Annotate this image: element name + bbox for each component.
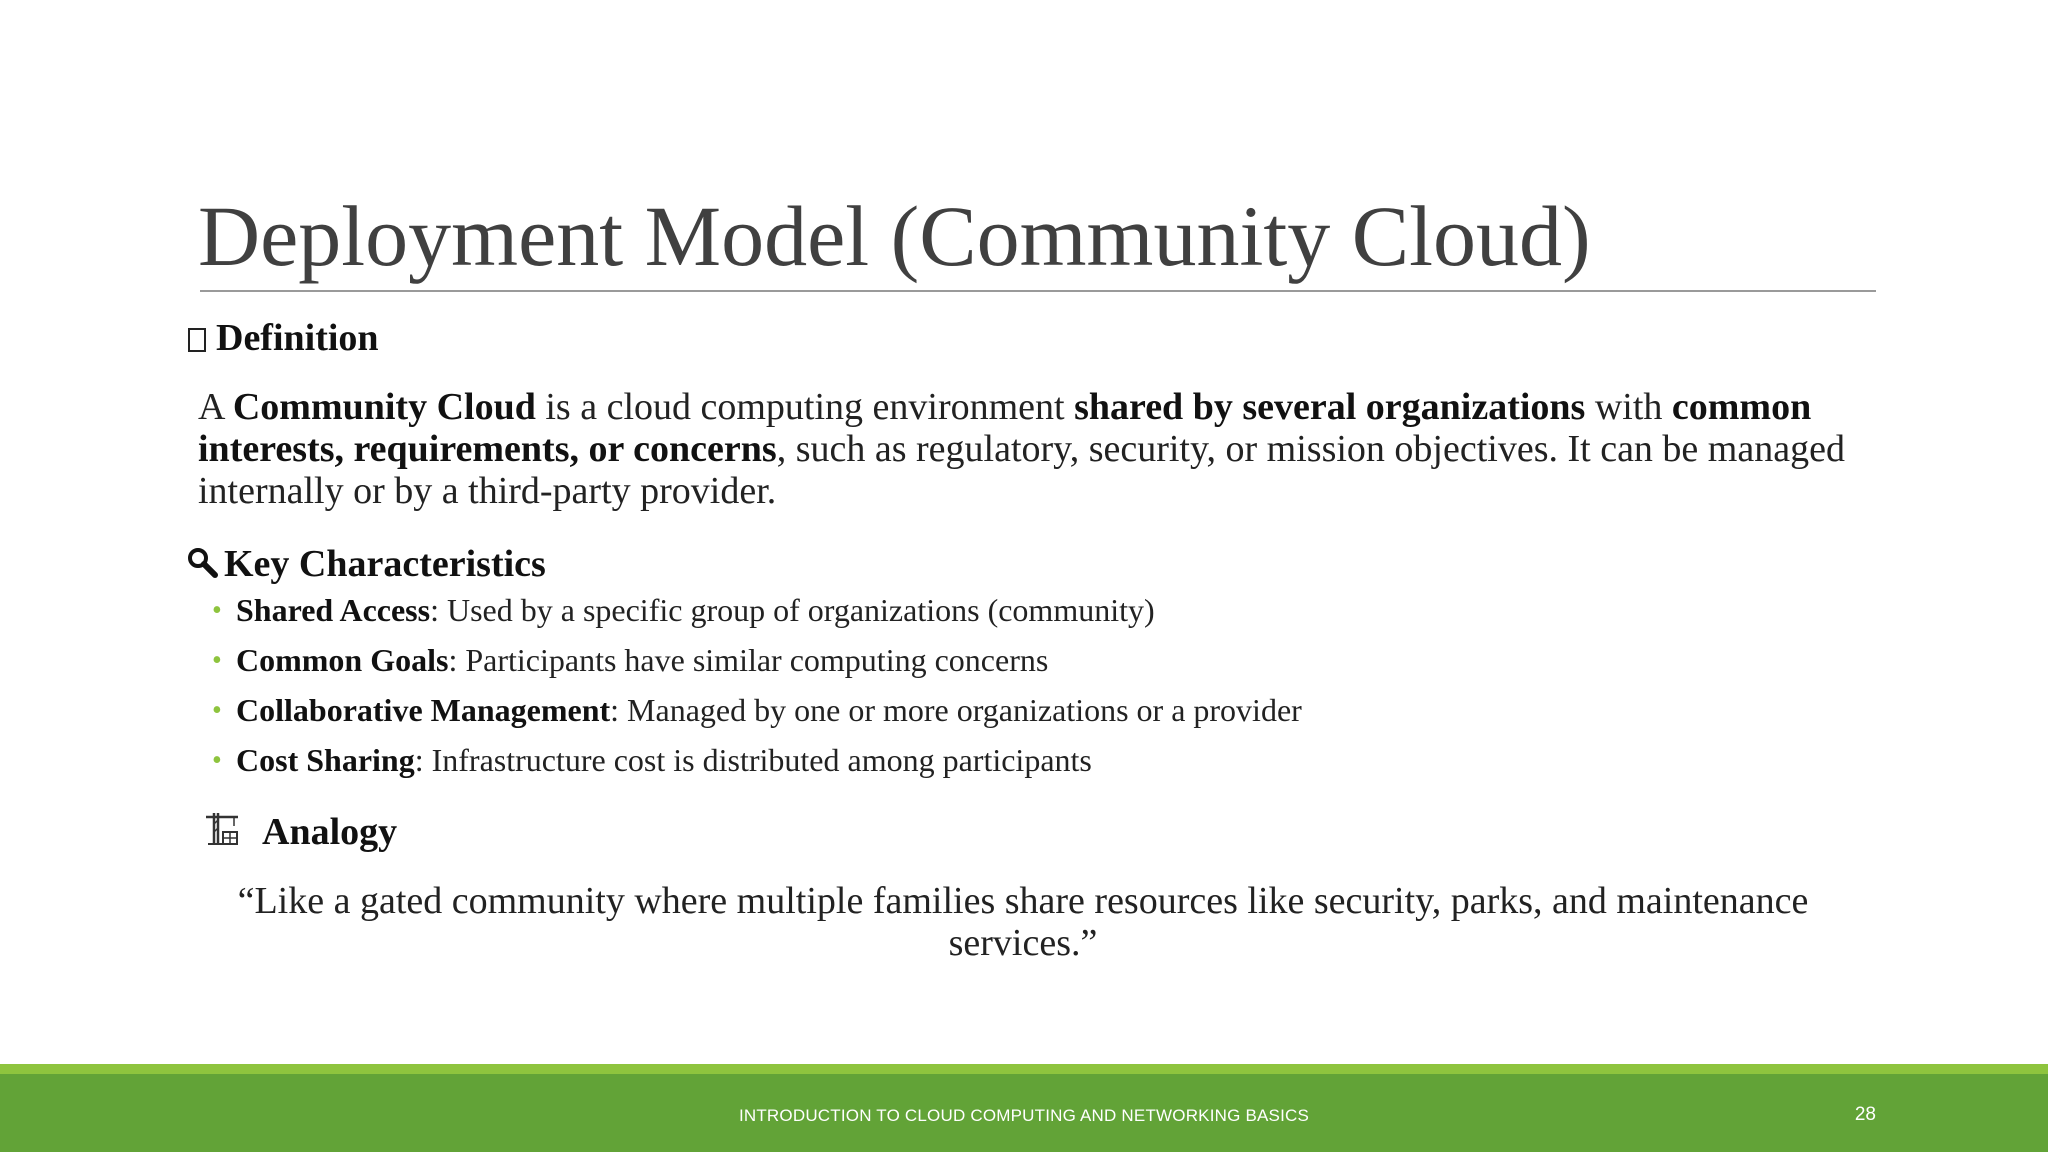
magnifier-icon	[186, 542, 218, 586]
definition-text-3: with	[1585, 386, 1672, 428]
definition-bold-3: common interests, requirements, or concerns	[198, 386, 1812, 470]
bullet-text: : Participants have similar computing concerns	[448, 642, 1049, 678]
bullet-text: : Infrastructure cost is distributed among participants	[414, 742, 1092, 778]
definition-paragraph	[198, 386, 1858, 512]
list-item	[212, 688, 1302, 738]
list-item	[212, 738, 1302, 788]
list-item	[212, 638, 1302, 688]
bullet-label: Common Goals	[236, 642, 449, 678]
bullet-label: Shared Access	[236, 592, 431, 628]
bullet-text: : Managed by one or more organizations or a provider	[610, 692, 1302, 728]
bullet-icon: •	[212, 595, 222, 626]
slide-title: Deployment Model (Community Cloud)	[198, 188, 1591, 284]
page-number: 28	[1854, 1104, 1876, 1125]
bullet-label: Collaborative Management	[236, 692, 611, 728]
analogy-quote: “Like a gated community where multiple families share resources like security, parks, and maintenance services.”	[237, 880, 1809, 964]
definition-heading	[188, 316, 379, 360]
definition-bold-2: shared by several organizations	[1074, 386, 1586, 428]
definition-text-1: A	[198, 386, 233, 428]
bullet-label: Cost Sharing	[236, 742, 415, 778]
analogy-heading	[204, 810, 397, 854]
construction-crane-icon	[204, 810, 240, 854]
title-divider	[200, 290, 1876, 292]
definition-heading-text: Definition	[216, 317, 379, 359]
definition-text-2: is a cloud computing environment	[535, 386, 1075, 428]
definition-bold-1: Community Cloud	[232, 386, 536, 428]
analogy-heading-text: Analogy	[262, 811, 398, 853]
definition-text-4: , such as regulatory, security, or mission objectives. It can be managed internally or by a third-party provider.	[198, 428, 1845, 512]
missing-glyph-box-icon	[188, 328, 206, 352]
characteristics-heading-text: Key Characteristics	[224, 543, 546, 585]
bullet-icon: •	[212, 645, 222, 676]
footer-text: INTRODUCTION TO CLOUD COMPUTING AND NETWORKING BASICS	[738, 1106, 1310, 1125]
bullet-icon: •	[212, 695, 222, 726]
characteristics-list	[212, 588, 1302, 788]
footer-accent-bar	[0, 1064, 2048, 1074]
list-item	[212, 588, 1302, 638]
characteristics-heading	[186, 542, 546, 586]
bullet-icon: •	[212, 745, 222, 776]
bullet-text: : Used by a specific group of organizations (community)	[430, 592, 1155, 628]
